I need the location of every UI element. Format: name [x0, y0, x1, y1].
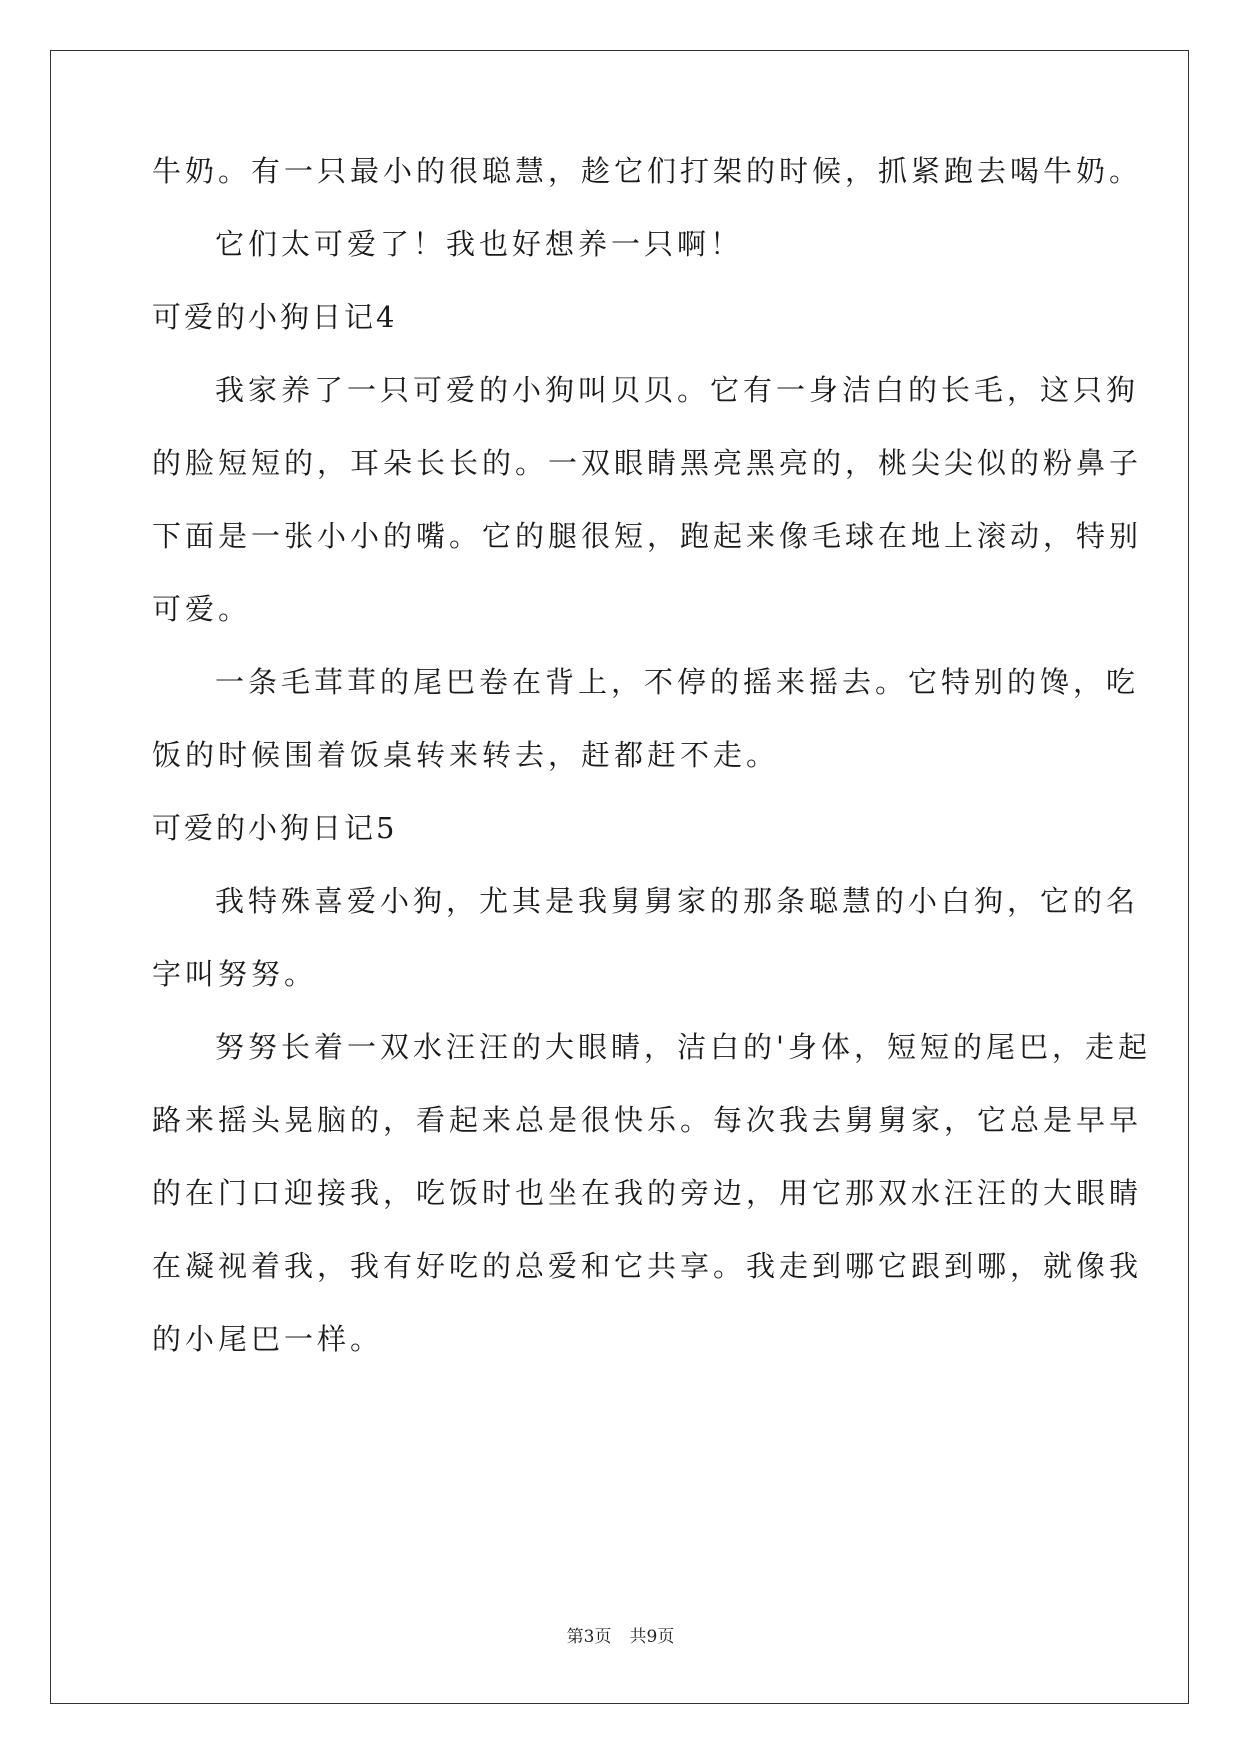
text-line: 的在门口迎接我，吃饭时也坐在我的旁边，用它那双水汪汪的大眼睛 — [152, 1176, 1143, 1210]
text-line: 努努长着一双水汪汪的大眼睛，洁白的'身体，短短的尾巴，走起 — [215, 1030, 1151, 1064]
text-line: 牛奶。有一只最小的很聪慧，趁它们打架的时候，抓紧跑去喝牛奶。 — [152, 154, 1143, 188]
text-line: 字叫努努。 — [152, 957, 318, 991]
text-line: 它们太可爱了！我也好想养一只啊！ — [215, 227, 744, 261]
text-line: 路来摇头晃脑的，看起来总是很快乐。每次我去舅舅家，它总是早早 — [152, 1103, 1143, 1137]
section-heading: 可爱的小狗日记4 — [152, 300, 398, 334]
text-line: 的脸短短的，耳朵长长的。一双眼睛黑亮黑亮的，桃尖尖似的粉鼻子 — [152, 446, 1143, 480]
text-line: 我家养了一只可爱的小狗叫贝贝。它有一身洁白的长毛，这只狗 — [215, 373, 1140, 407]
text-line: 下面是一张小小的嘴。它的腿很短，跑起来像毛球在地上滚动，特别 — [152, 519, 1143, 553]
text-line: 在凝视着我，我有好吃的总爱和它共享。我走到哪它跟到哪，就像我 — [152, 1249, 1143, 1283]
text-line: 一条毛茸茸的尾巴卷在背上，不停的摇来摇去。它特别的馋，吃 — [215, 665, 1140, 699]
text-line: 我特殊喜爱小狗，尤其是我舅舅家的那条聪慧的小白狗，它的名 — [215, 884, 1140, 918]
text-line: 饭的时候围着饭桌转来转去，赶都赶不走。 — [152, 738, 780, 772]
text-line: 的小尾巴一样。 — [152, 1322, 384, 1356]
page-footer — [0, 1622, 1241, 1647]
page-number: 第3页 — [566, 1627, 612, 1647]
text-line: 可爱。 — [152, 592, 252, 626]
section-heading: 可爱的小狗日记5 — [152, 811, 398, 845]
page-total: 共9页 — [629, 1627, 675, 1647]
